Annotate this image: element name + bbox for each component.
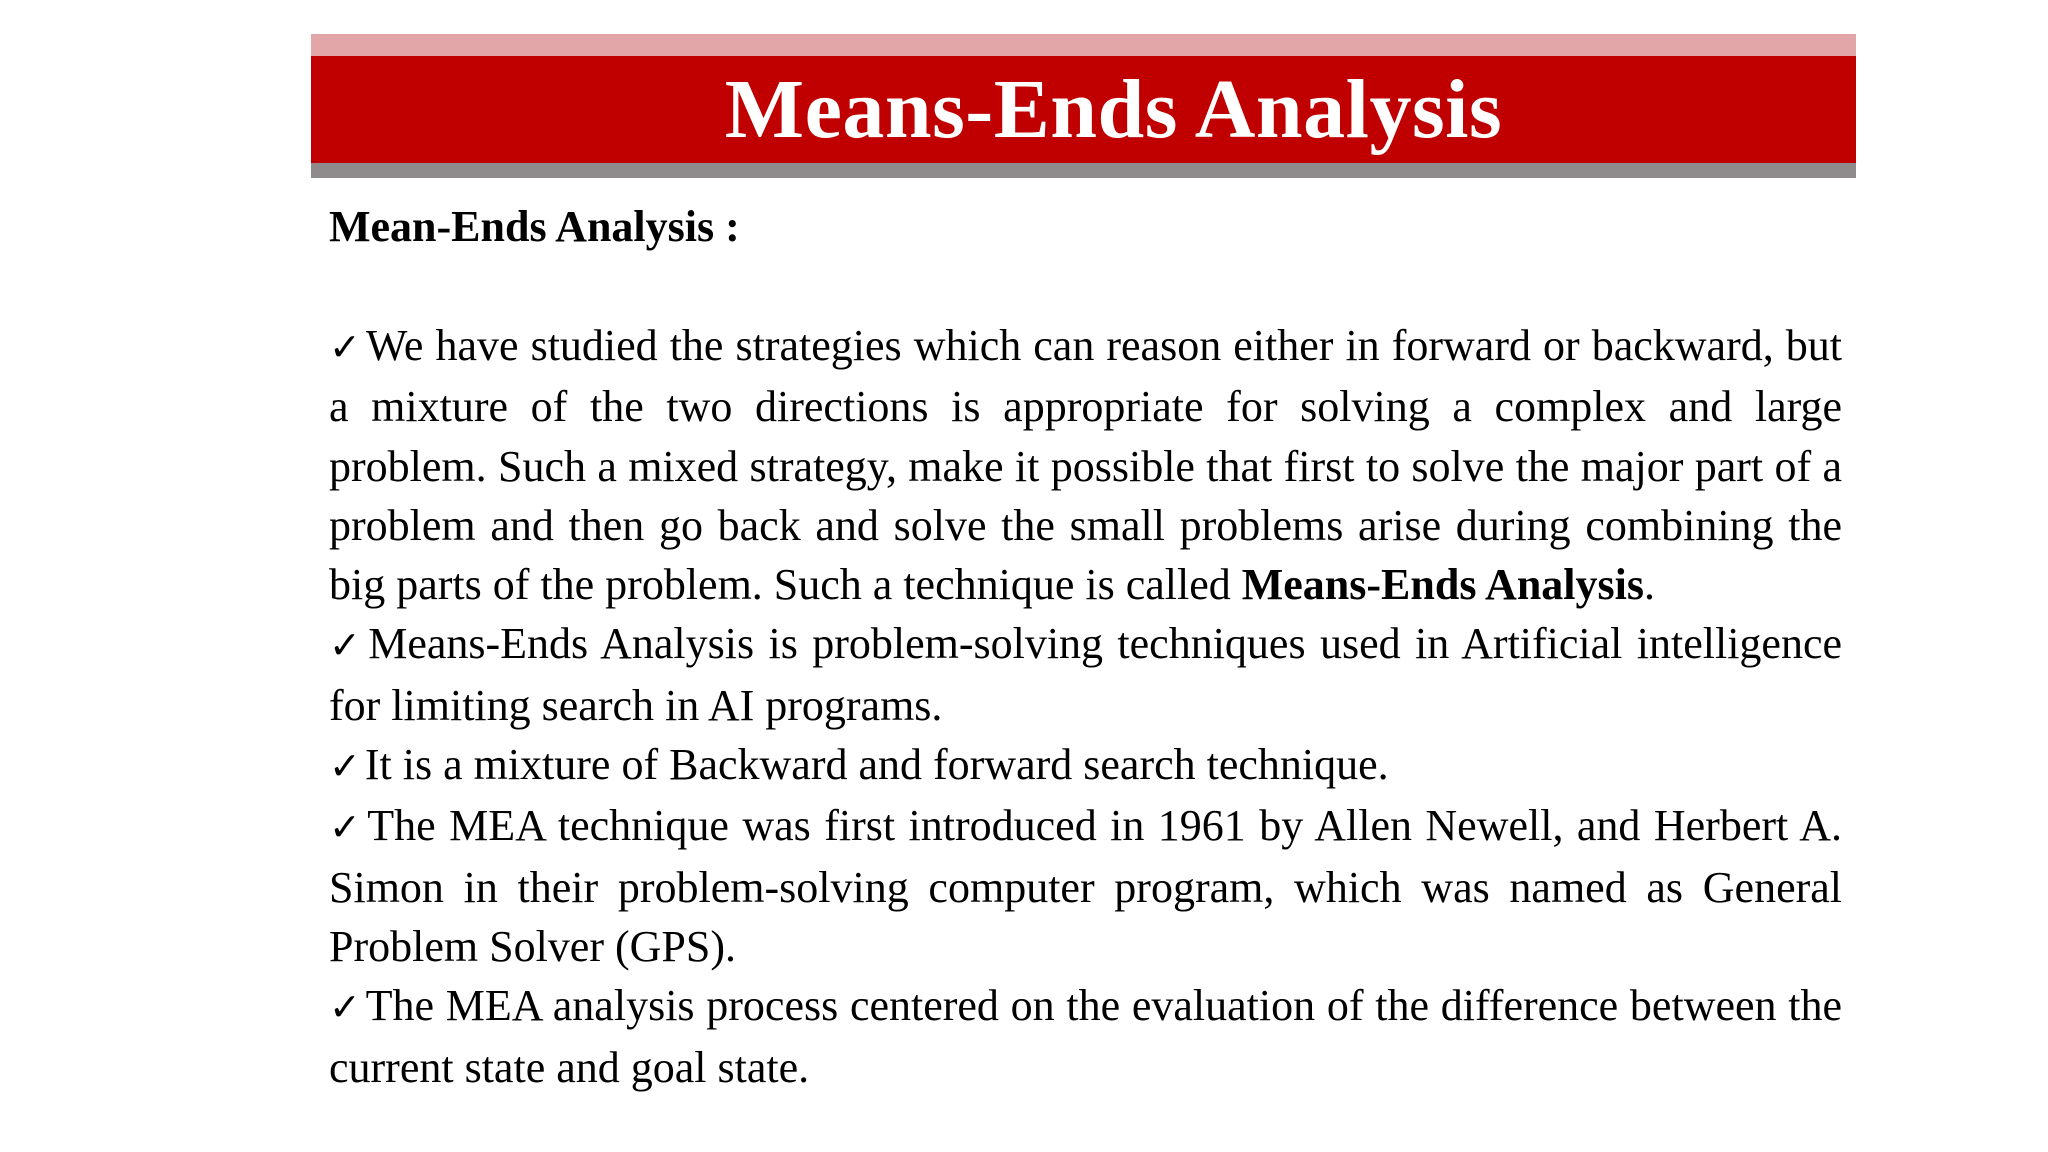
bullet-point-4 [329, 796, 1842, 976]
bullet-point-2 [329, 614, 1842, 735]
slide-content [329, 196, 1842, 1097]
bullet-point-1 [329, 316, 1842, 614]
bullet-text: We have studied the strategies which can reason either in forward or backward, but a mixture of the two directions is appropriate for solving a complex and large problem. Such a mixed strategy, make it possible that first to solve the major part of a problem and then go back and solve the small problems arise during combining the big parts of the problem. Such a technique is called [329, 321, 1842, 610]
checkmark-icon: ✓ [329, 805, 364, 850]
checkmark-icon: ✓ [329, 325, 362, 369]
title-banner-bottom-stripe [311, 163, 1856, 178]
bullet-text: The MEA analysis process centered on the evaluation of the difference between the current state and goal state. [329, 981, 1843, 1092]
checkmark-icon: ✓ [329, 985, 362, 1030]
bullet-text: The MEA technique was first introduced in 1961 by Allen Newell, and Herbert A. Simon in their problem-solving computer program, which was named as General Problem Solver (GPS). [329, 801, 1843, 971]
bullet-point-3 [329, 735, 1842, 796]
bullet-text: Means-Ends Analysis is problem-solving techniques used in Artificial intelligence for limiting search in AI programs. [329, 619, 1843, 730]
slide-title: Means-Ends Analysis [724, 63, 1503, 156]
title-banner [311, 34, 1856, 178]
checkmark-icon: ✓ [329, 623, 365, 668]
spacer [329, 258, 1842, 316]
bullet-text-bold: Means-Ends Analysis [1241, 560, 1644, 610]
section-heading: Mean-Ends Analysis : [329, 202, 740, 251]
bullet-point-5 [329, 976, 1842, 1097]
title-banner-top-stripe [311, 34, 1856, 56]
checkmark-icon: ✓ [329, 744, 361, 789]
bullet-text-end: . [1643, 560, 1655, 610]
bullet-text: It is a mixture of Backward and forward search technique. [364, 740, 1389, 790]
